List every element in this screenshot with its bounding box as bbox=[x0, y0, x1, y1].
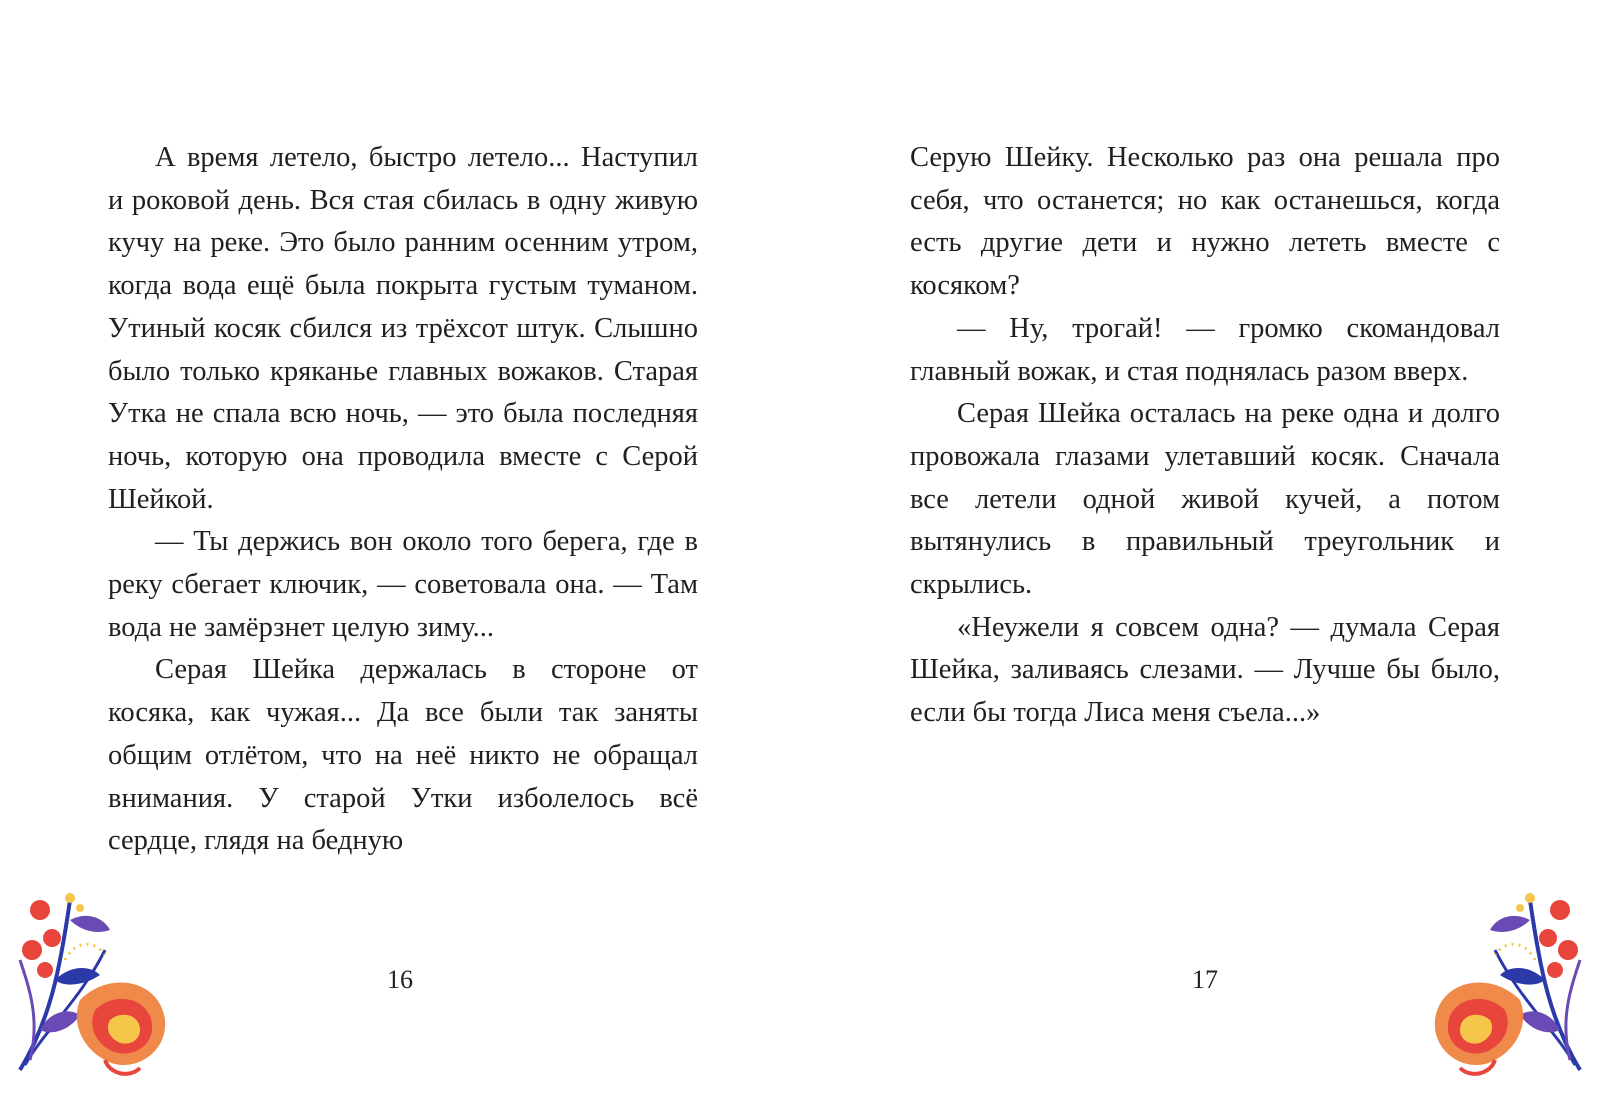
paragraph-continuation: Серую Шейку. Несколько раз она решала про себя, что останется; но как останешься, когда есть другие дети и нужно лететь вместе с косяком? bbox=[910, 142, 1500, 302]
page-number-left: 16 bbox=[387, 965, 413, 994]
paragraph: Серая Шейка осталась на реке одна и долго провожала глазами улетавший косяк. Сначала все летели одной живой кучей, а потом вытянулись в правильный треугольник и скрылись. bbox=[910, 398, 1500, 601]
page-number-right: 17 bbox=[1192, 965, 1218, 994]
left-page-text bbox=[108, 137, 698, 863]
folk-flower-ornament-icon bbox=[1415, 880, 1590, 1080]
right-page-text bbox=[910, 137, 1500, 735]
paragraph: «Неужели я совсем одна? — думала Серая Шейка, заливаясь слезами. — Лучше бы было, если бы тогда Лиса меня съела...» bbox=[910, 611, 1500, 729]
folk-flower-ornament-icon bbox=[10, 880, 185, 1080]
right-page bbox=[800, 0, 1600, 1100]
paragraph: — Ты держись вон около того берега, где в реку сбегает ключик, — советовала она. — Там вода не замёрзнет целую зиму... bbox=[108, 526, 698, 643]
paragraph: Серая Шейка держалась в стороне от косяка, как чужая... Да все были так заняты общим отлётом, что на неё никто не обращал внимания. У старой Утки изболелось всё сердце, глядя на бедную bbox=[108, 654, 698, 857]
paragraph: — Ну, трогай! — громко скомандовал главный вожак, и стая поднялась разом вверх. bbox=[910, 312, 1500, 387]
paragraph: А время летело, быстро летело... Наступил и роковой день. Вся стая сбилась в одну живую кучу на реке. Это было ранним осенним утром, когда вода ещё была покрыта густым туманом. Утиный косяк сбился из трёхсот штук. Слышно было только кряканье главных вожаков. Старая Утка не спала всю ночь, — это была последняя ночь, которую она проводила вместе с Серой Шейкой. bbox=[108, 142, 698, 515]
